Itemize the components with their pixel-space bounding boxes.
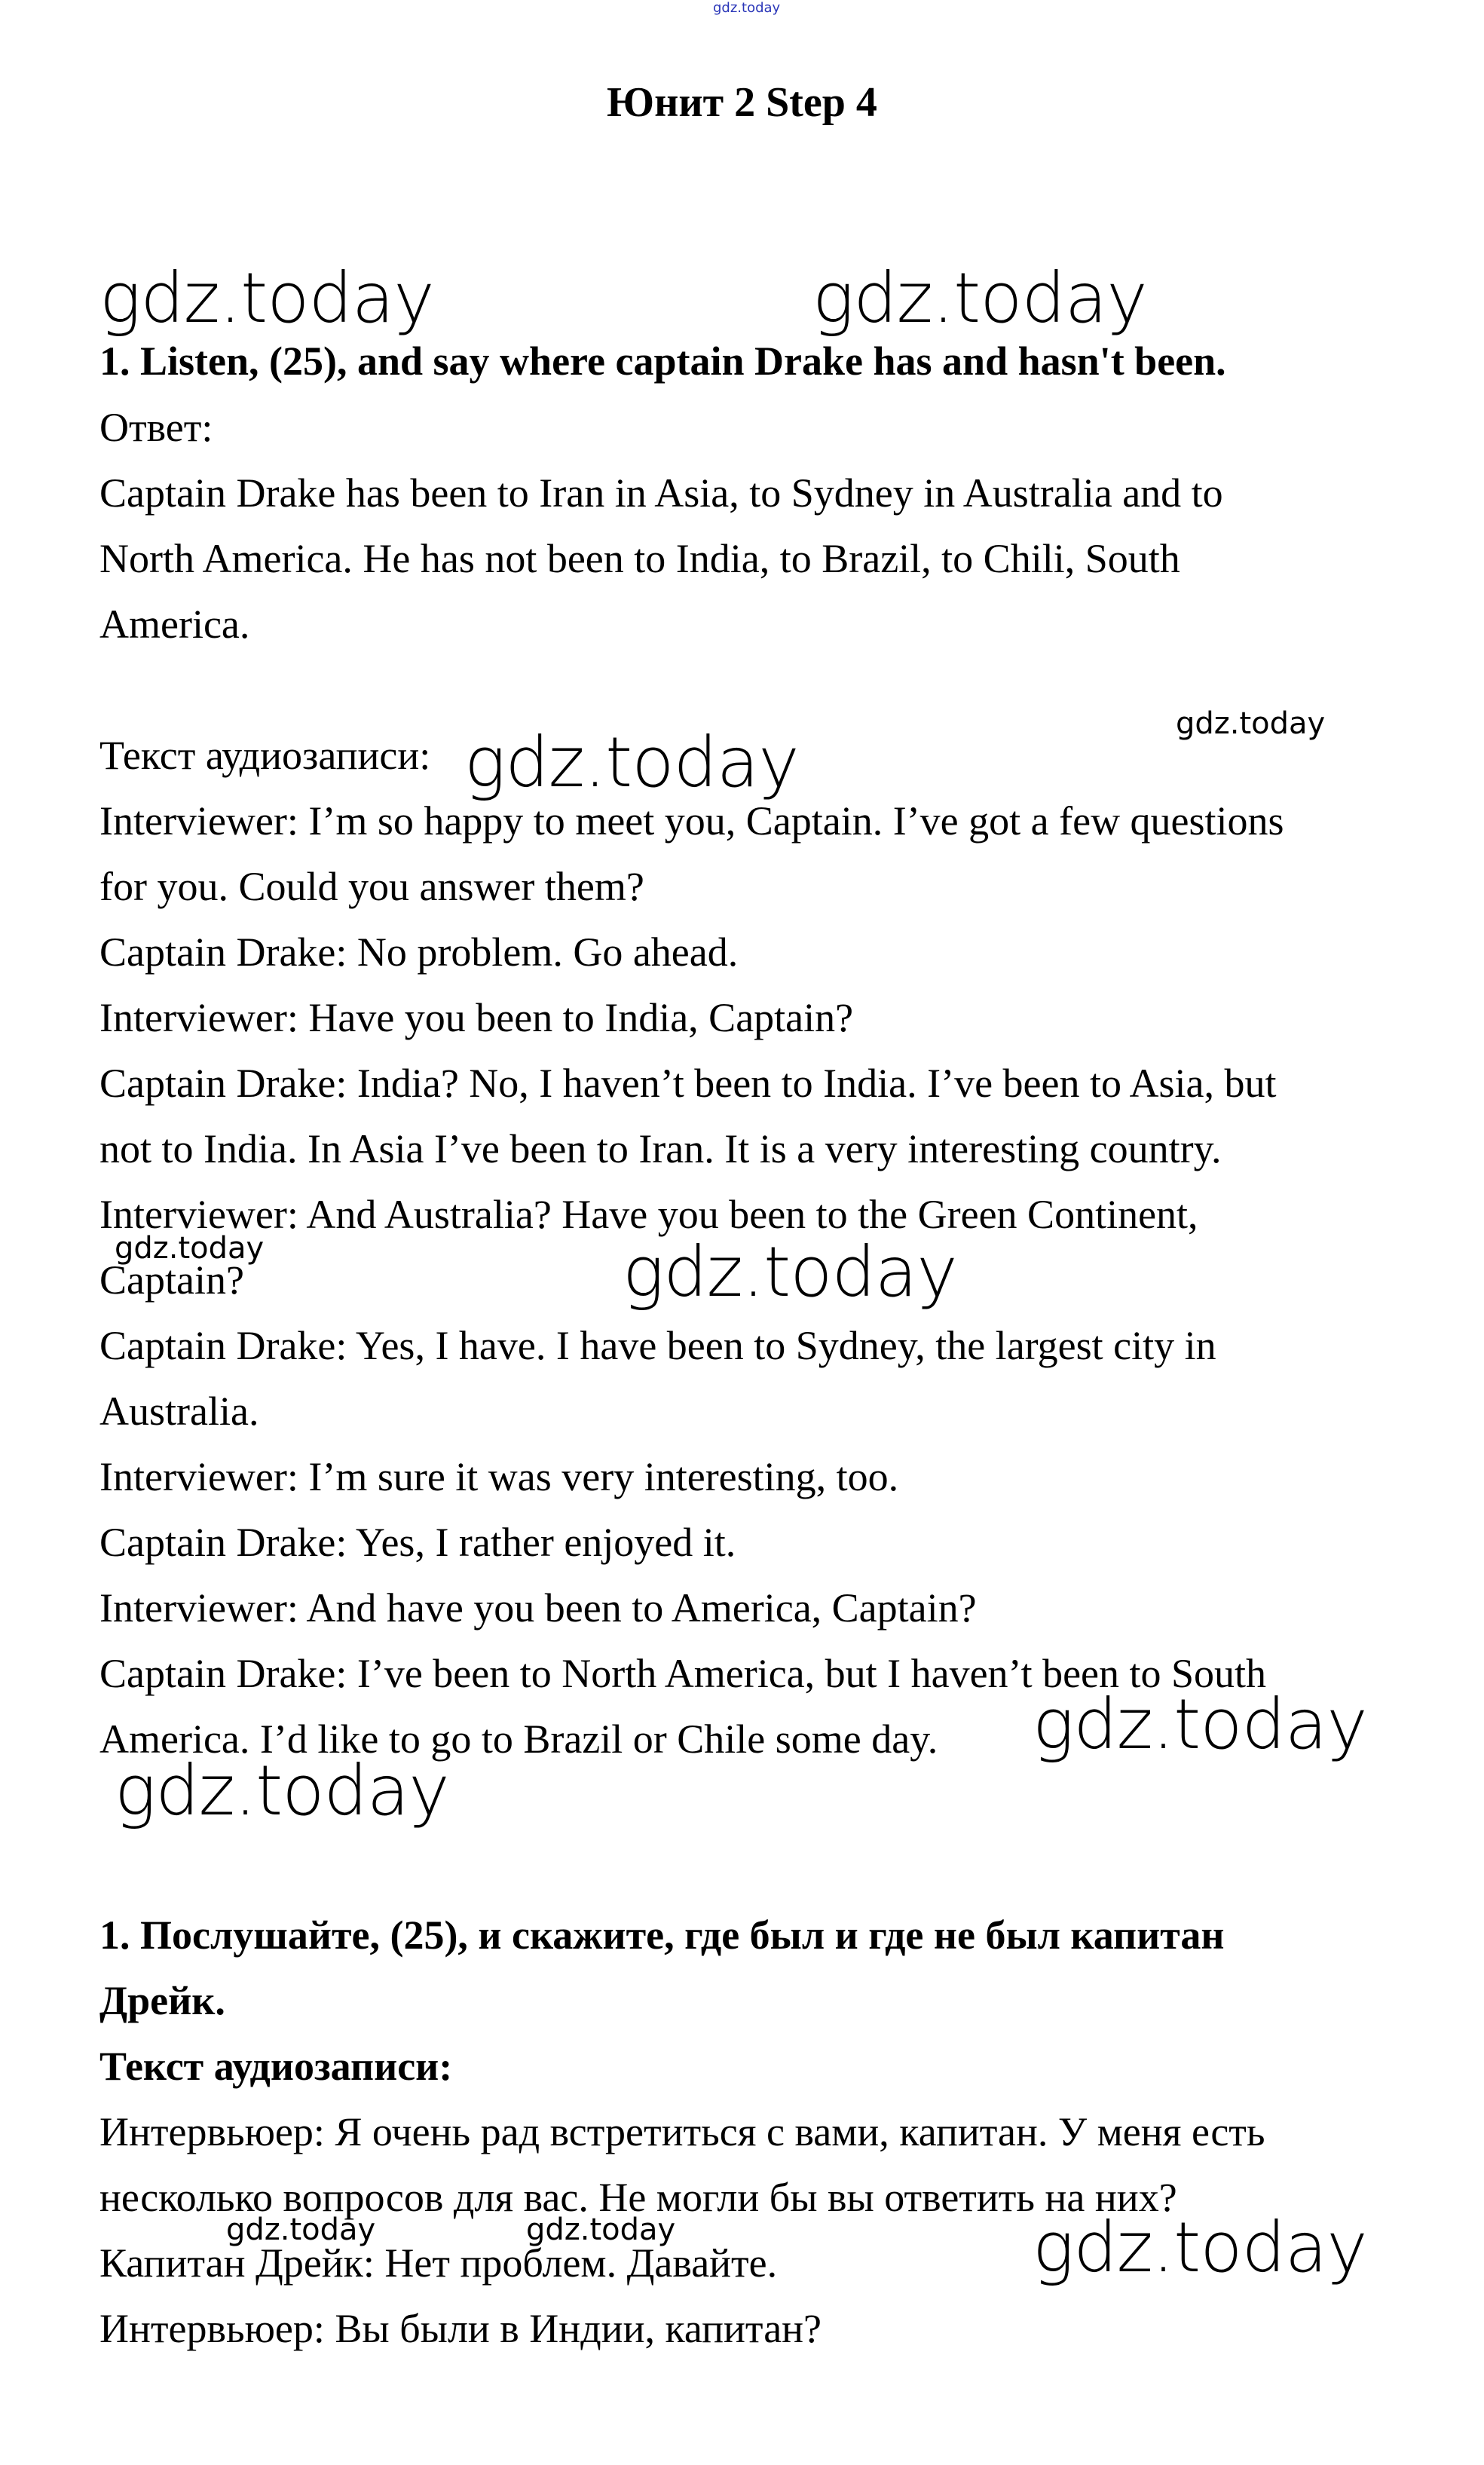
task-heading: 1. Listen, (25), and say where captain Drake has and hasn't been. [99,338,1226,384]
watermark: gdz.today [99,258,434,338]
dialogue-line-ru: несколько вопросов для вас. Не могли бы вы ответить на них? [99,2175,1177,2220]
watermark: gdz.today [1033,1684,1367,1765]
dialogue-line: Captain Drake: No problem. Go ahead. [99,929,739,975]
task-heading-ru: 1. Послушайте, (25), и скажите, где был и где не был капитан [99,1912,1225,1958]
watermark: gdz.today [812,258,1147,338]
dialogue-line: Interviewer: And Australia? Have you been to the Green Continent, [99,1192,1198,1237]
page-title: Юнит 2 Step 4 [607,79,877,126]
watermark: gdz.today [526,2212,676,2247]
dialogue-line-ru: Капитан Дрейк: Нет проблем. Давайте. [99,2240,778,2286]
dialogue-line: Interviewer: I’m so happy to meet you, Captain. I’ve got a few questions [99,798,1284,844]
watermark: gdz.today [623,1232,957,1312]
watermark: gdz.today [115,1750,449,1831]
dialogue-line: Interviewer: Have you been to India, Captain? [99,995,854,1040]
dialogue-line-ru: Интервьюер: Вы были в Индии, капитан? [99,2306,822,2351]
answer-line: America. [99,602,250,647]
dialogue-line-ru: Интервьюер: Я очень рад встретиться с вами, капитан. У меня есть [99,2109,1265,2154]
task-heading-ru: Дрейк. [99,1978,225,2023]
answer-line: North America. He has not been to India, to Brazil, to Chili, South [99,536,1180,581]
answer-line: Captain Drake has been to Iran in Asia, to Sydney in Australia and to [99,470,1223,516]
watermark: gdz.today [464,722,799,803]
dialogue-line: Australia. [99,1389,259,1434]
dialogue-line: America. I’d like to go to Brazil or Chile some day. [99,1716,938,1762]
dialogue-line: not to India. In Asia I’ve been to Iran. It is a very interesting country. [99,1126,1222,1171]
dialogue-line: Captain Drake: India? No, I haven’t been to India. I’ve been to Asia, but [99,1061,1277,1106]
dialogue-line: Captain Drake: I’ve been to North America, but I haven’t been to South [99,1651,1267,1696]
watermark: gdz.today [226,2212,376,2247]
watermark: gdz.today [115,1231,265,1266]
dialogue-line: Captain Drake: Yes, I have. I have been to Sydney, the largest city in [99,1323,1216,1368]
audio-label-ru: Текст аудиозаписи: [99,2044,453,2089]
dialogue-line: Captain Drake: Yes, I rather enjoyed it. [99,1520,736,1565]
watermark: gdz.today [1176,706,1326,741]
dialogue-line: for you. Could you answer them? [99,864,644,909]
audio-label: Текст аудиозаписи: [99,733,431,778]
top-watermark: gdz.today [713,0,781,16]
dialogue-line: Interviewer: I’m sure it was very interesting, too. [99,1454,899,1499]
answer-label: Ответ: [99,405,213,450]
dialogue-line: Captain? [99,1257,244,1303]
dialogue-line: Interviewer: And have you been to America, Captain? [99,1585,977,1631]
watermark: gdz.today [1033,2207,1367,2288]
